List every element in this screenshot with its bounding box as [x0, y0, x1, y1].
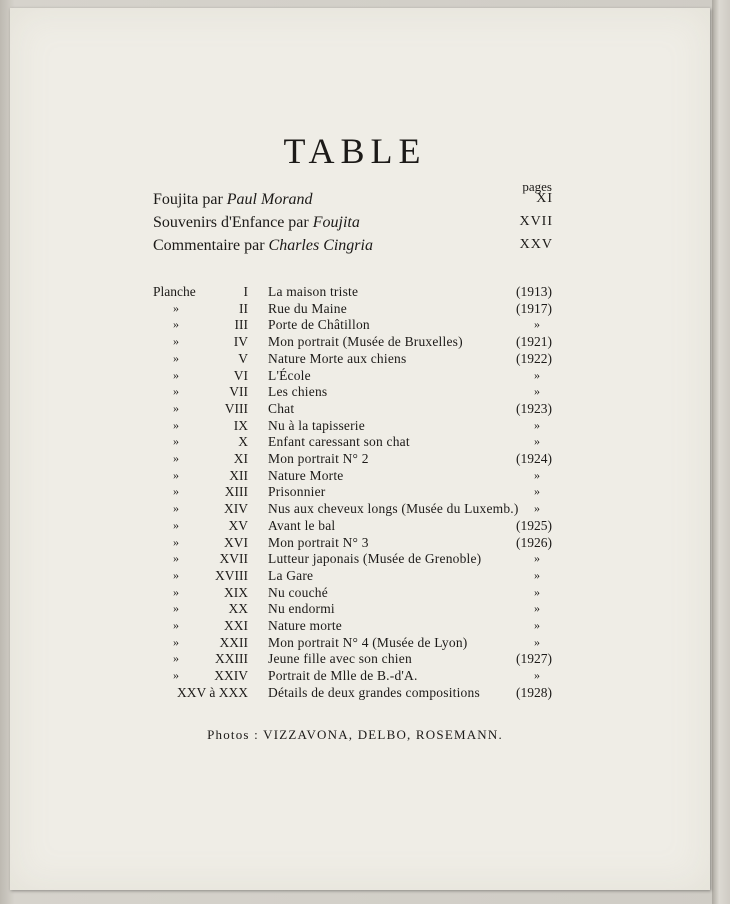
plate-number: VII	[229, 384, 248, 400]
plate-label: »	[173, 517, 179, 532]
plate-title: Nature morte	[268, 618, 342, 633]
plate-label: »	[173, 317, 179, 332]
plate-year: »	[534, 434, 540, 449]
plate-title: Nu couché	[268, 584, 328, 600]
plate-title: Lutteur japonais (Musée de Grenoble)	[268, 551, 482, 567]
essay-prefix: Commentaire par	[153, 237, 269, 254]
plate-label: »	[173, 367, 179, 382]
plate-label: »	[173, 534, 179, 549]
plate-title: Mon portrait N° 2	[268, 451, 369, 466]
plate-label: »	[173, 384, 179, 399]
plate-row	[10, 434, 710, 450]
plate-title: Nus aux cheveux longs (Musée du Luxemb.)	[268, 501, 519, 517]
plate-title: La Gare	[268, 567, 314, 583]
plate-number: XV	[228, 517, 248, 533]
plate-label: »	[173, 400, 179, 415]
plate-title: Nature Morte aux chiens	[268, 350, 407, 366]
plate-row	[10, 601, 710, 617]
plate-year: »	[534, 668, 540, 683]
plate-number: XVIII	[215, 567, 248, 583]
plate-year: »	[534, 601, 540, 616]
plate-year: (1927)	[516, 651, 552, 667]
plate-row	[10, 334, 710, 350]
plate-year: (1928)	[516, 684, 552, 700]
plate-row	[10, 535, 710, 551]
plate-title: Enfant caressant son chat	[268, 434, 410, 450]
essay-row	[153, 191, 553, 211]
essay-prefix: Foujita par	[153, 191, 227, 208]
essay-row	[153, 214, 553, 234]
essay-author: Foujita	[312, 214, 360, 231]
plate-year: »	[534, 584, 540, 599]
essay-page: XVII	[519, 214, 553, 229]
plate-title: Portrait de Mlle de B.-d'A.	[268, 668, 418, 684]
plate-number: XII	[229, 467, 248, 483]
plate-row	[10, 568, 710, 584]
plate-row	[10, 301, 710, 317]
plate-row	[10, 635, 710, 651]
plate-row	[10, 451, 710, 467]
plate-year: (1925)	[516, 517, 552, 533]
plate-label: »	[173, 467, 179, 482]
plate-label: »	[173, 501, 179, 516]
plate-row	[10, 484, 710, 500]
plate-number: II	[239, 300, 248, 316]
plate-year: »	[534, 367, 540, 382]
plate-number: VI	[233, 367, 248, 383]
plate-title: Détails de deux grandes compositions	[268, 684, 480, 700]
essay-prefix: Souvenirs d'Enfance par	[153, 214, 313, 231]
plate-number: I	[243, 284, 248, 299]
plate-row	[10, 501, 710, 517]
plate-label: »	[173, 334, 179, 349]
plate-year: »	[534, 317, 540, 332]
plate-year: »	[534, 484, 540, 499]
plate-number: IV	[233, 334, 248, 350]
plate-label: »	[173, 350, 179, 365]
plate-row	[10, 585, 710, 601]
essay-author: Charles Cingria	[268, 237, 373, 254]
plate-title: Nu endormi	[268, 601, 335, 617]
plate-label: »	[173, 651, 179, 666]
plate-year: (1923)	[516, 400, 552, 416]
plate-year: (1922)	[516, 350, 552, 366]
plate-number: XXIV	[214, 668, 248, 684]
plate-title: Avant le bal	[268, 517, 336, 533]
plate-number: XVI	[224, 534, 248, 550]
essay-label	[153, 214, 360, 232]
plate-row	[10, 368, 710, 384]
plate-title: Nu à la tapisserie	[268, 417, 365, 433]
plate-row	[10, 317, 710, 333]
essay-page: XXV	[519, 237, 553, 252]
essay-page: XI	[536, 191, 553, 206]
plate-row	[10, 618, 710, 634]
plate-row	[10, 384, 710, 400]
right-cover-flap	[712, 0, 730, 904]
plate-number: XIV	[224, 501, 248, 517]
plate-row	[10, 468, 710, 484]
plate-title: L'École	[268, 367, 311, 383]
plate-label: »	[173, 300, 179, 315]
plate-row	[10, 668, 710, 684]
plate-title: Chat	[268, 400, 295, 416]
plate-year: (1924)	[516, 451, 552, 466]
plate-label: »	[173, 618, 179, 632]
plate-number: X	[238, 434, 248, 450]
plate-year: (1913)	[516, 284, 552, 299]
plate-year: »	[534, 567, 540, 582]
plate-row	[10, 284, 710, 300]
plate-year: »	[534, 634, 540, 649]
plate-title: Mon portrait (Musée de Bruxelles)	[268, 334, 463, 350]
essay-author: Paul Morand	[226, 191, 313, 208]
plate-year: »	[534, 501, 540, 516]
plate-label: »	[173, 451, 179, 465]
plate-year: »	[534, 618, 540, 632]
pages-column-label: pages	[522, 179, 552, 194]
plate-number: V	[238, 350, 248, 366]
plate-number: XXII	[219, 634, 248, 650]
plate-title: Mon portrait N° 4 (Musée de Lyon)	[268, 634, 468, 650]
plate-row	[10, 685, 710, 701]
essay-row	[153, 237, 553, 257]
plate-row	[10, 401, 710, 417]
plate-label: »	[173, 584, 179, 599]
plate-number: XXIII	[215, 651, 248, 667]
plate-year: (1926)	[516, 534, 552, 550]
plate-row	[10, 351, 710, 367]
plate-title: Mon portrait N° 3	[268, 534, 369, 550]
plate-number: VIII	[224, 400, 248, 416]
plate-title: La maison triste	[268, 284, 359, 299]
plate-number: XIII	[224, 484, 248, 500]
plate-title: Jeune fille avec son chien	[268, 651, 412, 667]
plate-number: XI	[233, 451, 248, 466]
plate-title: Nature Morte	[268, 467, 344, 483]
plate-year: (1917)	[516, 300, 552, 316]
plate-label: »	[173, 601, 179, 616]
plate-number: XX	[228, 601, 248, 617]
plate-year: »	[534, 417, 540, 432]
photo-credits: Photos : VIZZAVONA, DELBO, ROSEMANN.	[207, 727, 503, 742]
plate-year: »	[534, 551, 540, 566]
plate-title: Rue du Maine	[268, 300, 347, 316]
plate-title: Porte de Châtillon	[268, 317, 370, 333]
plate-label: »	[173, 434, 179, 449]
plate-row	[10, 551, 710, 567]
plate-number: XXV à XXX	[177, 684, 248, 700]
plate-label: »	[173, 417, 179, 432]
plate-label: »	[173, 567, 179, 582]
plate-row	[10, 418, 710, 434]
plate-number: IX	[233, 417, 248, 433]
essay-label	[153, 191, 313, 209]
plate-label: »	[173, 551, 179, 566]
plate-number: XVII	[219, 551, 248, 567]
plate-number: XXI	[224, 618, 248, 633]
plate-number: III	[234, 317, 248, 333]
plate-label: »	[173, 668, 179, 683]
plate-year: »	[534, 467, 540, 482]
essay-label	[153, 237, 373, 255]
plate-year: (1921)	[516, 334, 552, 350]
plate-year: »	[534, 384, 540, 399]
page-title: TABLE	[283, 131, 427, 171]
plate-label: Planche	[153, 284, 196, 299]
plate-label: »	[173, 484, 179, 499]
plate-label: »	[173, 634, 179, 649]
plate-title: Prisonnier	[268, 484, 326, 500]
plate-title: Les chiens	[268, 384, 328, 400]
plate-number: XIX	[224, 584, 248, 600]
plate-row	[10, 651, 710, 667]
plate-row	[10, 518, 710, 534]
book-page	[10, 8, 710, 890]
